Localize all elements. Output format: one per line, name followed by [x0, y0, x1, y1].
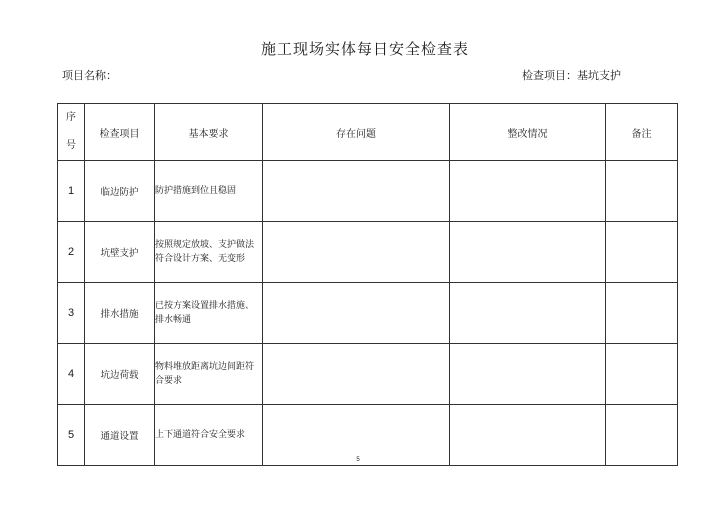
header-seq-line2: 号	[66, 140, 76, 151]
row-number: 5	[58, 405, 85, 466]
table-row	[58, 222, 678, 283]
row-number: 2	[58, 222, 85, 283]
row-issues-cell[interactable]	[263, 344, 450, 405]
row-issues-cell[interactable]	[263, 222, 450, 283]
header-seq	[58, 104, 85, 161]
row-number: 4	[58, 344, 85, 405]
row-requirement: 上下通道符合安全要求	[155, 405, 263, 466]
row-remarks-cell[interactable]	[606, 222, 678, 283]
row-issues-cell[interactable]	[263, 283, 450, 344]
header-item: 检查项目	[85, 104, 155, 161]
row-rectification-cell[interactable]	[450, 344, 606, 405]
inspection-table	[57, 103, 678, 466]
table-row	[58, 344, 678, 405]
header-rectification: 整改情况	[450, 104, 606, 161]
page-title: 施工现场实体每日安全检查表	[260, 40, 469, 58]
row-requirement: 按照规定放坡、支护做法符合设计方案、无变形	[155, 222, 263, 283]
row-item: 临边防护	[85, 161, 155, 222]
row-number: 1	[58, 161, 85, 222]
row-item: 坑边荷载	[85, 344, 155, 405]
row-requirement: 防护措施到位且稳固	[155, 161, 263, 222]
row-rectification-cell[interactable]	[450, 283, 606, 344]
row-issues-cell[interactable]	[263, 161, 450, 222]
row-rectification-cell[interactable]	[450, 222, 606, 283]
table-header-row	[58, 104, 678, 161]
row-rectification-cell[interactable]	[450, 161, 606, 222]
header-issues: 存在问题	[263, 104, 450, 161]
header-seq-line1: 序	[66, 112, 76, 123]
check-item-label: 检查项目：基坑支护	[522, 69, 621, 82]
row-remarks-cell[interactable]	[606, 283, 678, 344]
row-requirement: 已按方案设置排水措施、排水畅通	[155, 283, 263, 344]
row-requirement: 物料堆放距离坑边间距符合要求	[155, 344, 263, 405]
header-remarks: 备注	[606, 104, 678, 161]
project-name-label: 项目名称：	[62, 69, 117, 82]
row-number: 3	[58, 283, 85, 344]
page-number: 5	[356, 457, 360, 463]
row-item: 坑壁支护	[85, 222, 155, 283]
row-item: 通道设置	[85, 405, 155, 466]
row-remarks-cell[interactable]	[606, 344, 678, 405]
row-item: 排水措施	[85, 283, 155, 344]
header-requirement: 基本要求	[155, 104, 263, 161]
table-row	[58, 161, 678, 222]
table-row	[58, 283, 678, 344]
row-remarks-cell[interactable]	[606, 161, 678, 222]
